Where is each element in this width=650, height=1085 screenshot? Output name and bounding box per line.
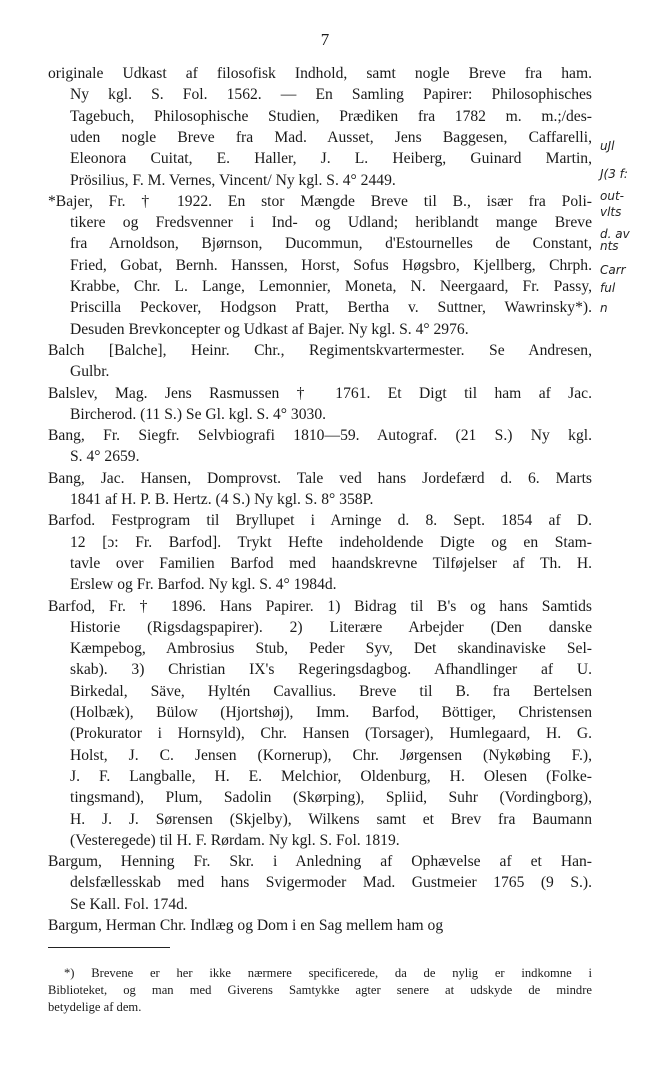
text-line: Erslew og Fr. Barfod. Ny kgl. S. 4° 1984d. xyxy=(70,576,337,594)
catalogue-entries xyxy=(0,64,650,944)
text-line: delsfællesskab med hans Svigermoder Mad. Gustmeier 1765 (9 S.). xyxy=(70,874,592,892)
text-line: Bang, Jac. Hansen, Domprovst. Tale ved hans Jordefærd d. 6. Marts xyxy=(48,469,592,487)
margin-note: n xyxy=(600,301,608,315)
footnote-rule xyxy=(48,947,170,948)
text-line: Kæmpebog, Ambrosius Stub, Peder Syv, Det skandinaviske Sel- xyxy=(70,640,592,658)
text-line: Prösilius, F. M. Vernes, Vincent/ Ny kgl. S. 4° 2449. xyxy=(70,171,396,189)
text-line: Se Kall. Fol. 174d. xyxy=(70,895,188,913)
margin-note: d. av xyxy=(600,227,630,241)
text-line: Barfod. Festprogram til Bryllupet i Arninge d. 8. Sept. 1854 af D. xyxy=(48,512,592,530)
text-line: originale Udkast af filosofisk Indhold, samt nogle Breve fra ham. xyxy=(48,65,592,82)
text-line: (Holbæk), Bülow (Hjortshøj), Imm. Barfod, Böttiger, Christensen xyxy=(70,704,592,721)
text-line: Historie (Rigsdagspapirer). 2) Literære Arbejder (Den danske xyxy=(70,618,592,636)
text-line: Barfod, Fr. † 1896. Hans Papirer. 1) Bidrag til B's og hans Samtids xyxy=(48,597,592,615)
text-line: skab). 3) Christian IX's Regeringsdagbog. Afhandlinger af U. xyxy=(70,661,592,679)
text-line: Balch [Balche], Heinr. Chr., Regimentskvartermester. Se Andresen, xyxy=(48,341,592,359)
text-line: (Vesteregede) til H. F. Rørdam. Ny kgl. S. Fol. 1819. xyxy=(70,831,400,849)
margin-note: vlts xyxy=(600,205,622,219)
text-line: Birkedal, Säve, Hyltén Cavallius. Breve til B. fra Bertelsen xyxy=(70,682,592,700)
text-line: Tagebuch, Philosophische Studien, Prædiken fra 1782 m. m.;/des- xyxy=(70,107,592,125)
text-line: 1841 af H. P. B. Hertz. (4 S.) Ny kgl. S. 8° 358P. xyxy=(70,491,374,508)
text-line: Holst, J. C. Jensen (Kornerup), Chr. Jørgensen (Nykøbing F.), xyxy=(70,746,592,764)
text-line: uden nogle Breve fra Mad. Ausset, Jens Baggesen, Caffarelli, xyxy=(70,128,592,146)
text-line: Bircherod. (11 S.) Se Gl. kgl. S. 4° 3030. xyxy=(70,405,327,423)
text-line: Ny kgl. S. Fol. 1562. — En Samling Papirer: Philosophisches xyxy=(70,86,592,104)
text-line: (Prokurator i Hornsyld), Chr. Hansen (Torsager), Humlegaard, H. G. xyxy=(70,725,592,743)
text-line: Gulbr. xyxy=(70,363,110,381)
text-line: H. J. J. Sørensen (Skjelby), Wilkens samt et Brev fra Baumann xyxy=(70,810,592,828)
margin-note: out- xyxy=(600,189,624,203)
text-line: 12 [ɔ: Fr. Barfod]. Trykt Hefte indeholdende Digte og en Stam- xyxy=(70,533,592,551)
text-line: Bargum, Henning Fr. Skr. i Anledning af Ophævelse af et Han- xyxy=(48,853,592,871)
text-line: Desuden Brevkoncepter og Udkast af Bajer. Ny kgl. S. 4° 2976. xyxy=(70,320,469,338)
text-line: tikere og Fredsvenner i Ind- og Udland; heriblandt mange Breve xyxy=(70,214,592,232)
margin-note: ful xyxy=(600,281,616,295)
text-line: fra Arnoldson, Bjørnson, Ducommun, d'Estournelles de Constant, xyxy=(70,235,592,253)
footnote-line: betydelige af dem. xyxy=(48,1000,142,1014)
text-line: J. F. Langballe, H. E. Melchior, Oldenburg, H. Olesen (Folke- xyxy=(70,767,592,785)
text-line: *Bajer, Fr. † 1922. En stor Mængde Breve til B., især fra Poli- xyxy=(48,192,592,210)
page-number: 7 xyxy=(320,30,330,49)
footnote-line: Biblioteket, og man med Giverens Samtykke agter senere at udskyde de mindre xyxy=(48,983,592,997)
text-line: Eleonora Cuitat, E. Haller, J. L. Heiberg, Guinard Martin, xyxy=(70,150,592,168)
text-line: Bargum, Herman Chr. Indlæg og Dom i en Sag mellem ham og xyxy=(48,917,444,934)
margin-note: Carr xyxy=(600,263,626,277)
text-line: S. 4° 2659. xyxy=(70,448,140,466)
footnote-line: *) Brevene er her ikke nærmere specificerede, da de nylig er indkomne i xyxy=(64,966,592,980)
margin-note: uJl xyxy=(600,139,615,153)
margin-note: J(3 f: xyxy=(600,167,628,181)
text-line: Krabbe, Chr. L. Lange, Lemonnier, Moneta, N. Neergaard, Fr. Passy, xyxy=(70,278,592,295)
text-line: Fried, Gobat, Bernh. Hanssen, Horst, Sofus Høgsbro, Kjellberg, Chrph. xyxy=(70,256,592,274)
margin-note: nts xyxy=(600,239,619,253)
text-line: Balslev, Mag. Jens Rasmussen † 1761. Et Digt til ham af Jac. xyxy=(48,384,592,402)
text-line: tingsmand), Plum, Sadolin (Skørping), Spliid, Suhr (Vordingborg), xyxy=(70,789,592,807)
text-line: Priscilla Peckover, Hodgson Pratt, Bertha v. Suttner, Wawrinsky*). xyxy=(70,299,592,317)
text-line: tavle over Familien Barfod med haandskrevne Tilføjelser af Th. H. xyxy=(70,554,592,572)
text-line: Bang, Fr. Siegfr. Selvbiografi 1810—59. Autograf. (21 S.) Ny kgl. xyxy=(48,427,592,445)
